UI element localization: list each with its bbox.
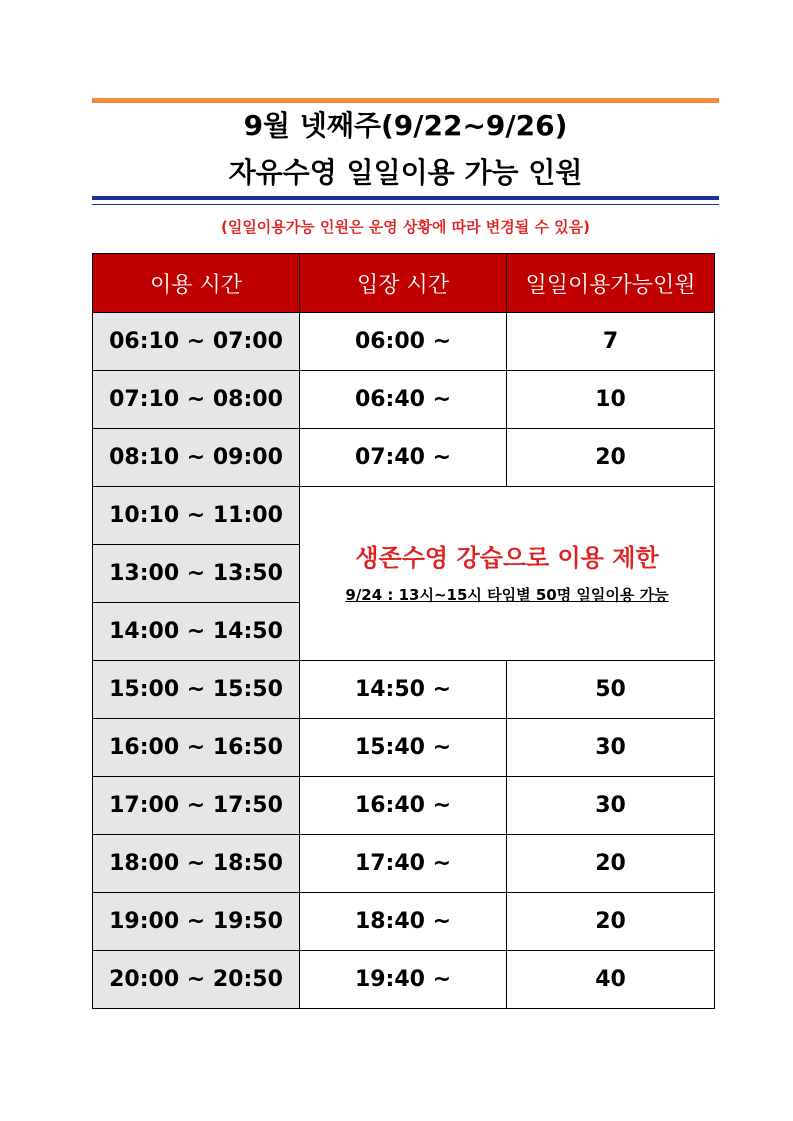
change-notice: (일일이용가능 인원은 운영 상황에 따라 변경될 수 있음)	[220, 218, 591, 236]
table-row	[93, 719, 715, 777]
table-row	[93, 661, 715, 719]
table-row	[93, 835, 715, 893]
usage-time-cell: 07:10 ~ 08:00	[93, 371, 300, 429]
table-row	[93, 429, 715, 487]
blue-divider-thick	[92, 196, 719, 200]
usage-time-cell: 18:00 ~ 18:50	[93, 835, 300, 893]
usage-time-cell: 20:00 ~ 20:50	[93, 951, 300, 1009]
table-row	[93, 893, 715, 951]
entry-time-cell: 15:40 ~	[300, 719, 507, 777]
capacity-cell: 7	[507, 313, 715, 371]
capacity-cell: 10	[507, 371, 715, 429]
entry-time-cell: 16:40 ~	[300, 777, 507, 835]
capacity-cell: 30	[507, 719, 715, 777]
usage-time-cell: 13:00 ~ 13:50	[93, 545, 300, 603]
blue-divider-thin	[92, 204, 719, 205]
capacity-cell: 40	[507, 951, 715, 1009]
header-entry-time: 입장 시간	[300, 254, 507, 313]
usage-time-cell: 06:10 ~ 07:00	[93, 313, 300, 371]
usage-time-cell: 17:00 ~ 17:50	[93, 777, 300, 835]
restriction-note: 9/24 : 13시~15시 타임별 50명 일일이용 가능	[345, 586, 669, 604]
capacity-cell: 20	[507, 893, 715, 951]
entry-time-cell: 19:40 ~	[300, 951, 507, 1009]
restriction-title: 생존수영 강습으로 이용 제한	[355, 544, 659, 572]
table-row	[93, 371, 715, 429]
usage-time-cell: 08:10 ~ 09:00	[93, 429, 300, 487]
header-usage-time: 이용 시간	[93, 254, 300, 313]
page-title-subject: 자유수영 일일이용 가능 인원	[228, 156, 583, 189]
usage-time-cell: 15:00 ~ 15:50	[93, 661, 300, 719]
table-row	[93, 313, 715, 371]
entry-time-cell: 06:40 ~	[300, 371, 507, 429]
table-row-restricted	[93, 487, 715, 545]
usage-time-cell: 14:00 ~ 14:50	[93, 603, 300, 661]
table-header-row	[93, 254, 715, 313]
restriction-cell	[300, 487, 715, 661]
entry-time-cell: 18:40 ~	[300, 893, 507, 951]
capacity-cell: 20	[507, 835, 715, 893]
capacity-cell: 50	[507, 661, 715, 719]
page-title-week: 9월 넷째주(9/22~9/26)	[243, 109, 568, 142]
usage-time-cell: 10:10 ~ 11:00	[93, 487, 300, 545]
orange-divider	[92, 98, 719, 103]
capacity-cell: 30	[507, 777, 715, 835]
usage-time-cell: 16:00 ~ 16:50	[93, 719, 300, 777]
entry-time-cell: 14:50 ~	[300, 661, 507, 719]
entry-time-cell: 06:00 ~	[300, 313, 507, 371]
table-row	[93, 951, 715, 1009]
usage-time-cell: 19:00 ~ 19:50	[93, 893, 300, 951]
capacity-cell: 20	[507, 429, 715, 487]
entry-time-cell: 07:40 ~	[300, 429, 507, 487]
schedule-table	[92, 253, 715, 1009]
table-row	[93, 777, 715, 835]
entry-time-cell: 17:40 ~	[300, 835, 507, 893]
header-daily-capacity: 일일이용가능인원	[507, 254, 715, 313]
